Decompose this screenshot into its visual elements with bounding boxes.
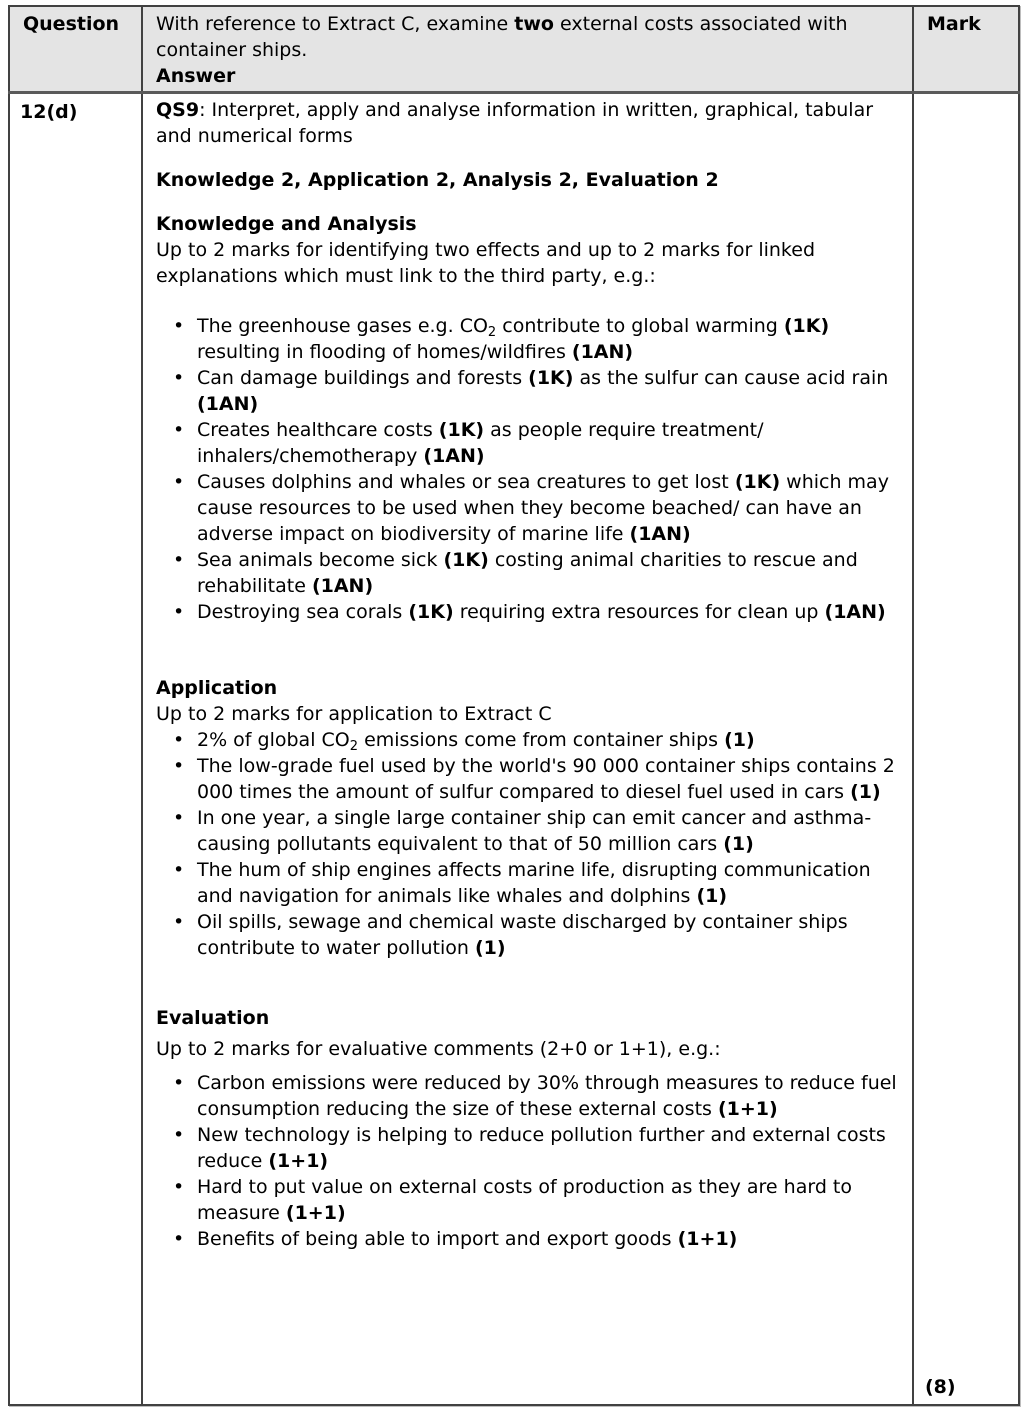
bullet-item <box>156 1226 902 1252</box>
text-run: Up to 2 marks for identifying two effects and up to 2 marks for linked explanations which must link to the third party, e.g.: <box>156 239 816 287</box>
text-run: contribute to global warming <box>496 315 784 337</box>
text-run: which may cause resources to be used when they become beached/ can have an adverse impact on biodiversity of marine life <box>197 471 889 545</box>
bold-run: (1AN) <box>571 341 634 363</box>
bold-run: (1AN) <box>423 445 485 467</box>
answer-label: Answer <box>156 65 236 87</box>
text-run: : Interpret, apply and analyse information in written, graphical, tabular and numerical forms <box>156 99 874 147</box>
answer-content <box>142 93 913 1406</box>
text-run: requiring extra resources for clean up <box>453 601 825 623</box>
text-run: Causes dolphins and whales or sea creatures to get lost <box>197 471 735 493</box>
bold-run: Evaluation <box>156 1007 270 1029</box>
bold-run: (1+1) <box>268 1150 329 1172</box>
bullet-item <box>156 547 902 599</box>
text-run: In one year, a single large container ship can emit cancer and asthma-causing pollutants equivalent to that of 50 million cars <box>197 807 872 855</box>
bullet-item <box>156 909 902 961</box>
text-run: The hum of ship engines affects marine life, disrupting communication and navigation for animals like whales and dolphins <box>197 859 871 907</box>
text-run: 2% of global CO <box>197 729 350 751</box>
bold-run: (1+1) <box>677 1228 738 1250</box>
bullet-item <box>156 313 902 365</box>
mark-column-header: Mark <box>913 6 1019 93</box>
evaluation-heading <box>156 1005 902 1031</box>
text-run: emissions come from container ships <box>358 729 725 751</box>
subscript-run: 2 <box>349 739 359 754</box>
bold-run: two <box>514 13 554 35</box>
bold-run: (1) <box>474 937 506 959</box>
text-run: Benefits of being able to import and export goods <box>197 1228 678 1250</box>
bold-run: (1K) <box>528 367 574 389</box>
knowledge-analysis-bullets <box>156 313 902 625</box>
text-run: Can damage buildings and forests <box>197 367 529 389</box>
bullet-item <box>156 417 902 469</box>
bold-run: (1K) <box>408 601 454 623</box>
subscript-run: 2 <box>487 325 497 340</box>
bullet-item <box>156 599 902 625</box>
bullet-item <box>156 365 902 417</box>
knowledge-analysis-intro <box>156 237 902 289</box>
bold-run: (1) <box>696 885 728 907</box>
application-heading <box>156 675 902 701</box>
bullet-item <box>156 469 902 547</box>
bullet-item <box>156 857 902 909</box>
bullet-item <box>156 1122 902 1174</box>
bold-run: Knowledge and Analysis <box>156 213 417 235</box>
bold-run: Knowledge 2, Application 2, Analysis 2, Evaluation 2 <box>156 169 719 191</box>
bold-run: (1) <box>723 833 754 855</box>
answer-row <box>9 93 1019 1406</box>
bold-run: (1+1) <box>717 1098 778 1120</box>
text-run: resulting in flooding of homes/wildfires <box>197 341 572 363</box>
bold-run: (1) <box>724 729 755 751</box>
question-prompt <box>156 11 871 63</box>
text-run: Oil spills, sewage and chemical waste discharged by container ships contribute to water pollution <box>197 911 848 959</box>
bullet-item <box>156 805 902 857</box>
text-run: Up to 2 marks for application to Extract C <box>156 703 552 725</box>
marks-allocation <box>156 167 902 193</box>
bullet-item <box>156 727 902 753</box>
bold-run: (1K) <box>438 419 485 441</box>
bold-run: (1K) <box>783 315 830 337</box>
skill-statement <box>156 97 902 149</box>
bold-run: (1AN) <box>629 523 691 545</box>
evaluation-intro <box>156 1036 902 1062</box>
bold-run: (1AN) <box>197 393 259 415</box>
application-intro <box>156 701 902 727</box>
text-run: The low-grade fuel used by the world's 90 000 container ships contains 2 000 times the amount of sulfur compared to diesel fuel used in cars <box>197 755 895 803</box>
bullet-item <box>156 1070 902 1122</box>
application-bullets <box>156 727 902 961</box>
text-run: Hard to put value on external costs of production as they are hard to measure <box>197 1176 852 1224</box>
text-run: Sea animals become sick <box>197 549 444 571</box>
text-run: New technology is helping to reduce pollution further and external costs reduce <box>197 1124 886 1172</box>
text-run: Creates healthcare costs <box>197 419 439 441</box>
bold-run: (1) <box>850 781 881 803</box>
question-prompt-cell <box>142 6 913 93</box>
mark-value: (8) <box>913 93 1019 1406</box>
bold-run: (1AN) <box>311 575 374 597</box>
bold-run: Application <box>156 677 278 699</box>
bold-run: QS9 <box>156 99 200 121</box>
knowledge-analysis-heading <box>156 211 902 237</box>
bold-run: (1K) <box>734 471 781 493</box>
text-run: The greenhouse gases e.g. CO <box>197 315 488 337</box>
question-number: 12(d) <box>9 93 142 1406</box>
header-row <box>9 6 1019 93</box>
text-run: Destroying sea corals <box>197 601 409 623</box>
text-run: external costs associated with container ships. <box>156 13 848 61</box>
bold-run: (1+1) <box>285 1202 346 1224</box>
bold-run: (1AN) <box>824 601 886 623</box>
question-column-header: Question <box>9 6 142 93</box>
bullet-item <box>156 753 902 805</box>
text-run: Up to 2 marks for evaluative comments (2+0 or 1+1), e.g.: <box>156 1038 721 1060</box>
evaluation-bullets <box>156 1070 902 1252</box>
bold-run: (1K) <box>443 549 489 571</box>
bullet-item <box>156 1174 902 1226</box>
text-run: With reference to Extract C, examine <box>156 13 515 35</box>
mark-scheme-table <box>8 5 1020 1406</box>
text-run: Carbon emissions were reduced by 30% through measures to reduce fuel consumption reducing the size of these external costs <box>197 1072 897 1120</box>
text-run: costing animal charities to rescue and rehabilitate <box>197 549 858 597</box>
text-run: as the sulfur can cause acid rain <box>573 367 889 389</box>
text-run: as people require treatment/ inhalers/chemotherapy <box>197 419 764 467</box>
